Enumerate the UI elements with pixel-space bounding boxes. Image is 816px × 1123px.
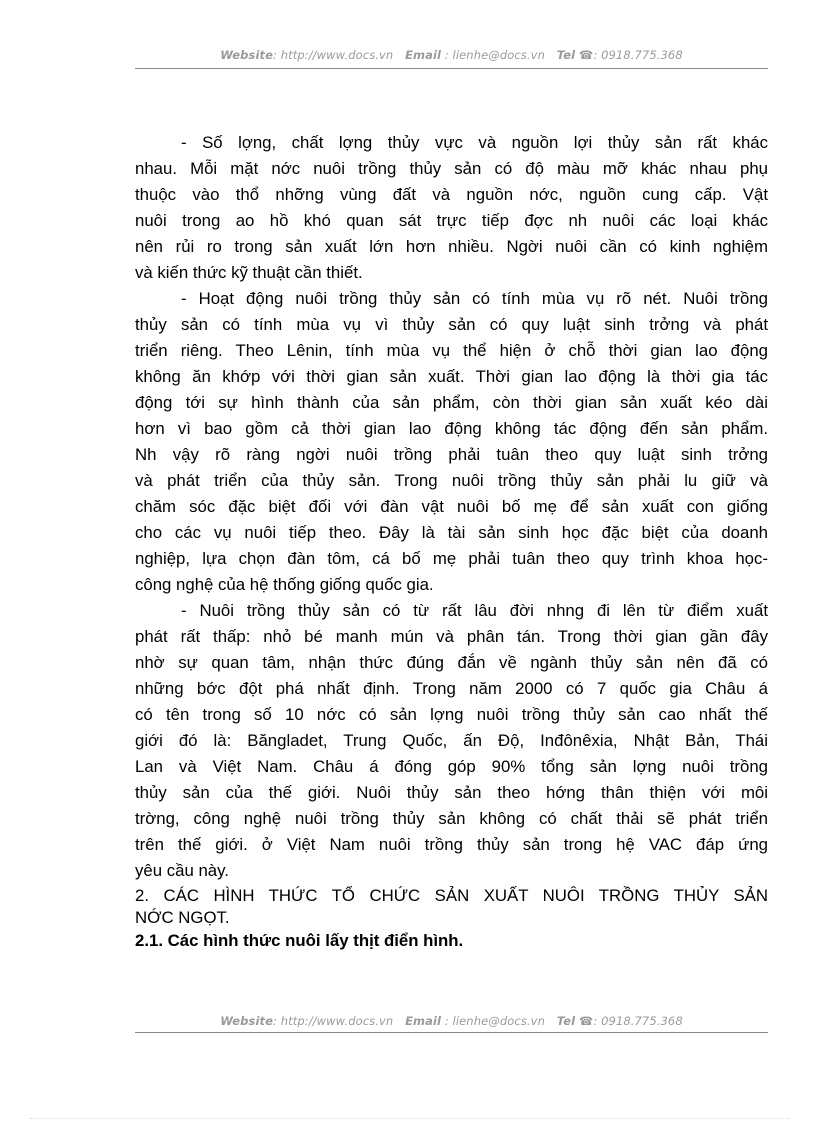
text-line: thuộc vào thổ nhỡng vùng đất và nguồn nớc, nguồn cung cấp. Vật xyxy=(135,185,768,204)
text-line: nuôi trong ao hồ khó quan sát trực tiếp đợc nh nuôi các loại khác xyxy=(135,211,768,230)
footer-website-url[interactable]: : http://www.docs.vn xyxy=(273,1014,394,1028)
text-line: - Hoạt động nuôi trồng thủy sản có tính mùa vụ rõ nét. Nuôi trồng xyxy=(181,289,768,308)
text-line: trờng, công nghệ nuôi trồng thủy sản không có chất thải sẽ phát triển xyxy=(135,809,768,828)
text-line: và kiến thức kỹ thuật cần thiết. xyxy=(135,263,363,282)
header-tel-value: : 0918.775.368 xyxy=(593,48,683,62)
page-edge-divider xyxy=(30,1118,790,1119)
header-email-value[interactable]: : lienhe@docs.vn xyxy=(444,48,545,62)
header-tel-label: Tel xyxy=(556,48,576,62)
text-line: triển riêng. Theo Lênin, tính mùa vụ thể hiện ở chỗ thời gian lao động xyxy=(135,341,768,360)
header-rule xyxy=(135,68,768,69)
text-line: - Nuôi trồng thủy sản có từ rất lâu đời nhng đi lên từ điểm xuất xyxy=(181,601,768,620)
header-email-label: Email xyxy=(405,48,442,62)
page-header xyxy=(135,48,768,62)
text-line: không ăn khớp với thời gian sản xuất. Thời gian lao động là thời gia tác xyxy=(135,367,768,386)
text-line: Nh vậy rõ ràng ngời nuôi trồng phải tuân theo quy luật sinh trởng xyxy=(135,445,768,464)
page-footer xyxy=(135,1014,768,1028)
phone-icon: ☎ xyxy=(578,48,594,62)
header-website-url[interactable]: : http://www.docs.vn xyxy=(273,48,394,62)
footer-email-label: Email xyxy=(405,1014,442,1028)
footer-rule xyxy=(135,1032,768,1033)
text-line: có tên trong số 10 nớc có sản lợng nuôi trồng thủy sản cao nhất thế xyxy=(135,705,768,724)
text-line: giới đó là: Băngladet, Trung Quốc, ấn Độ, Inđônêxia, Nhật Bản, Thái xyxy=(135,731,768,750)
text-line: Lan và Việt Nam. Châu á đóng góp 90% tổng sản lợng nuôi trồng xyxy=(135,757,768,776)
footer-tel-value: : 0918.775.368 xyxy=(593,1014,683,1028)
text-line: trên thế giới. ở Việt Nam nuôi trồng thủy sản trong hệ VAC đáp ứng xyxy=(135,835,768,854)
text-line: công nghệ của hệ thống giống quốc gia. xyxy=(135,575,434,594)
text-line: cho các vụ nuôi tiếp theo. Đây là tài sản sinh học đặc biệt của doanh xyxy=(135,523,768,542)
text-line: yêu cầu này. xyxy=(135,861,229,880)
text-line: những bớc đột phá nhất định. Trong năm 2000 có 7 quốc gia Châu á xyxy=(135,679,768,698)
subsection-heading: 2.1. Các hình thức nuôi lấy thịt điển hình. xyxy=(135,931,464,950)
footer-website-label: Website xyxy=(220,1014,273,1028)
text-line: chăm sóc đặc biệt đối với đàn vật nuôi bố mẹ để sản xuất con giống xyxy=(135,497,768,516)
text-line: phát rất thấp: nhỏ bé manh mún và phân tán. Trong thời gian gần đây xyxy=(135,627,768,646)
footer-email-value[interactable]: : lienhe@docs.vn xyxy=(444,1014,545,1028)
section-heading-continued: NỚC NGỌT. xyxy=(135,908,230,927)
section-heading: 2. CÁC HÌNH THỨC TỔ CHỨC SẢN XUẤT NUÔI TRỒNG THỦY SẢN xyxy=(135,886,768,905)
text-line: động tới sự hình thành của sản phẩm, còn thời gian sản xuất kéo dài xyxy=(135,393,768,412)
footer-tel-label: Tel xyxy=(556,1014,576,1028)
text-line: nhờ sự quan tâm, nhận thức đúng đắn về ngành thủy sản nên đã có xyxy=(135,653,768,672)
text-line: nghiệp, lựa chọn đàn tôm, cá bố mẹ phải tuân theo quy trình khoa học- xyxy=(135,549,768,568)
text-line: nên rủi ro trong sản xuất lớn hơn nhiều. Ngời nuôi cần có kinh nghiệm xyxy=(135,237,768,256)
text-line: - Số lợng, chất lợng thủy vực và nguồn lợi thủy sản rất khác xyxy=(181,133,768,152)
text-line: thủy sản có tính mùa vụ vì thủy sản có quy luật sinh trởng và phát xyxy=(135,315,768,334)
header-website-label: Website xyxy=(220,48,273,62)
document-body xyxy=(135,130,768,954)
text-line: nhau. Mỗi mặt nớc nuôi trồng thủy sản có độ màu mỡ khác nhau phụ xyxy=(135,159,768,178)
text-line: và phát triển của thủy sản. Trong nuôi trồng thủy sản phải lu giữ và xyxy=(135,471,768,490)
text-line: hơn vì bao gồm cả thời gian lao động không tác động đến sản phẩm. xyxy=(135,419,768,438)
phone-icon: ☎ xyxy=(578,1014,594,1028)
text-line: thủy sản của thế giới. Nuôi thủy sản theo hớng thân thiện với môi xyxy=(135,783,768,802)
